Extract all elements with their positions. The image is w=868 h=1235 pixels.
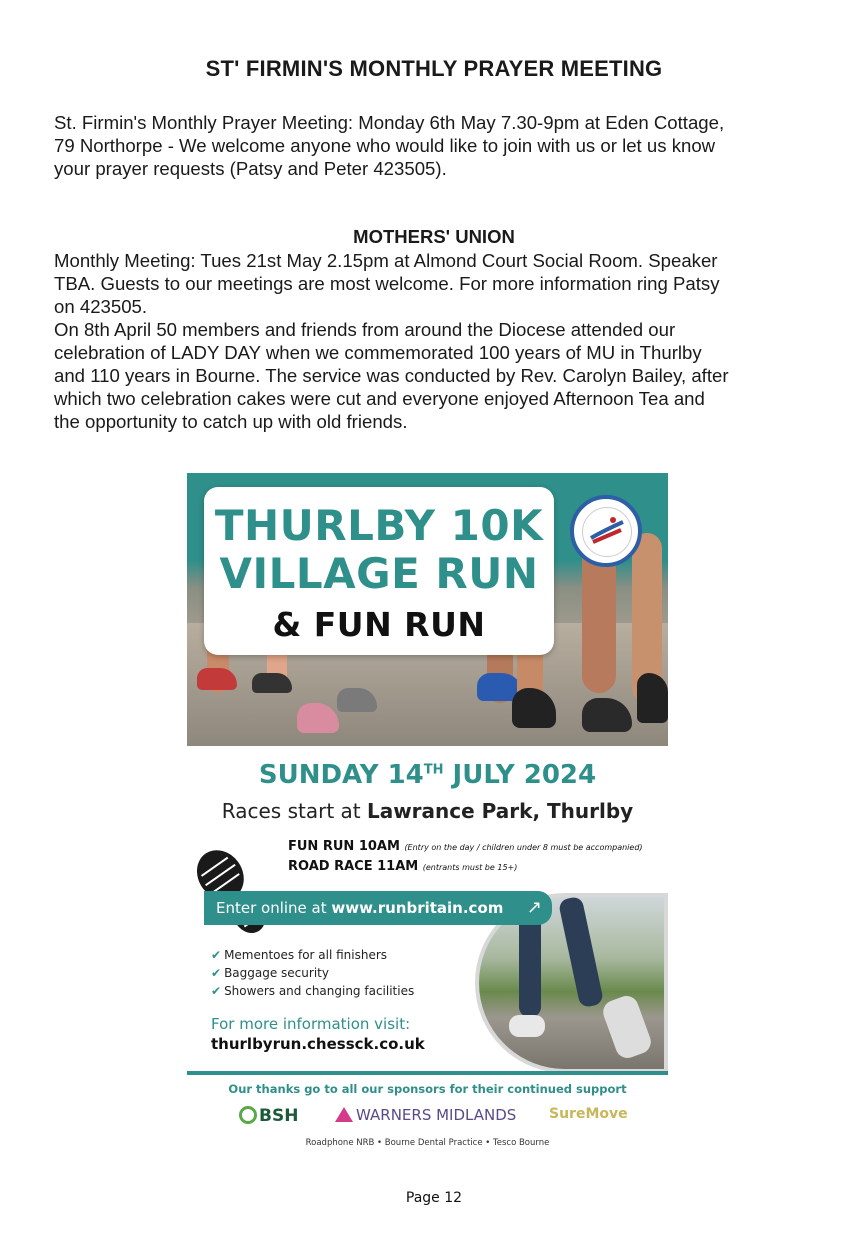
event-date-suffix: TH bbox=[423, 762, 444, 778]
runbritain-licence-badge bbox=[570, 495, 642, 567]
mu-line: On 8th April 50 members and friends from around the Diocese attended our bbox=[54, 319, 676, 340]
prayer-line: your prayer requests (Patsy and Peter 423505). bbox=[54, 158, 447, 179]
mu-line: on 423505. bbox=[54, 296, 148, 317]
bsh-leaf-icon bbox=[239, 1106, 257, 1124]
checkmark-icon: ✔ bbox=[211, 948, 222, 962]
arrow-icon: ↗ bbox=[526, 897, 542, 918]
sponsors-thanks: Our thanks go to all our sponsors for their continued support bbox=[228, 1082, 627, 1096]
feature-item: ✔ Baggage security bbox=[211, 966, 329, 980]
event-date bbox=[187, 760, 668, 790]
runner-logo-icon bbox=[582, 507, 632, 557]
fun-run-label: FUN RUN 10AM bbox=[288, 839, 400, 854]
checkmark-icon: ✔ bbox=[211, 984, 222, 998]
event-title-line3: & FUN RUN bbox=[272, 605, 486, 644]
mu-line: the opportunity to catch up with old friends. bbox=[54, 411, 408, 432]
warners-mark-icon bbox=[335, 1107, 353, 1122]
runners-hero-image bbox=[187, 473, 668, 746]
venue-name: Lawrance Park, Thurlby bbox=[366, 799, 634, 823]
mu-line: Monthly Meeting: Tues 21st May 2.15pm at Almond Court Social Room. Speaker bbox=[54, 250, 718, 271]
more-info-label: For more information visit: bbox=[211, 1015, 411, 1033]
enter-prefix: Enter online at bbox=[216, 899, 332, 917]
more-info-url[interactable]: thurlbyrun.chessck.co.uk bbox=[211, 1035, 425, 1053]
prayer-line: St. Firmin's Monthly Prayer Meeting: Monday 6th May 7.30-9pm at Eden Cottage, bbox=[54, 112, 725, 133]
village-run-poster bbox=[187, 473, 668, 1163]
page-number: Page 12 bbox=[405, 1190, 463, 1206]
venue-prefix: Races start at bbox=[221, 799, 367, 823]
checkmark-icon: ✔ bbox=[211, 966, 222, 980]
road-race-label: ROAD RACE 11AM bbox=[288, 859, 419, 874]
enter-url: www.runbritain.com bbox=[331, 899, 504, 917]
other-sponsors: Roadphone NRB • Bourne Dental Practice • Tesco Bourne bbox=[305, 1138, 550, 1148]
road-race-time bbox=[288, 859, 517, 874]
prayer-line: 79 Northorpe - We welcome anyone who would like to join with us or let us know bbox=[54, 135, 716, 156]
fun-run-note: (Entry on the day / children under 8 must be accompanied) bbox=[404, 843, 643, 852]
feature-item: ✔ Showers and changing facilities bbox=[211, 984, 415, 998]
event-date-rest: JULY 2024 bbox=[443, 760, 597, 790]
road-race-note: (entrants must be 15+) bbox=[422, 863, 518, 872]
venue-line bbox=[187, 799, 668, 823]
mu-line: TBA. Guests to our meetings are most welcome. For more information ring Patsy bbox=[54, 273, 720, 294]
enter-online-link[interactable] bbox=[204, 891, 552, 925]
prayer-meeting-heading: ST' FIRMIN'S MONTHLY PRAYER MEETING bbox=[205, 56, 663, 81]
event-date-day: SUNDAY 14 bbox=[258, 760, 424, 790]
sponsor-warners-logo: WARNERS MIDLANDS bbox=[335, 1106, 516, 1124]
mu-line: and 110 years in Bourne. The service was conducted by Rev. Carolyn Bailey, after bbox=[54, 365, 729, 386]
event-title-line1: THURLBY 10K bbox=[214, 501, 544, 550]
mothers-union-heading: MOTHERS' UNION bbox=[353, 226, 515, 247]
prayer-meeting-text bbox=[54, 111, 824, 180]
mu-line: celebration of LADY DAY when we commemorated 100 years of MU in Thurlby bbox=[54, 342, 702, 363]
sponsor-bsh-logo: BSH bbox=[239, 1106, 298, 1126]
feature-item: ✔ Mementoes for all finishers bbox=[211, 948, 388, 962]
mu-line: which two celebration cakes were cut and everyone enjoyed Afternoon Tea and bbox=[54, 388, 705, 409]
mothers-union-text bbox=[54, 249, 824, 433]
event-title-card bbox=[204, 487, 554, 655]
divider bbox=[187, 1071, 668, 1075]
sponsor-suremove-logo: SureMove bbox=[549, 1106, 628, 1122]
fun-run-time bbox=[288, 839, 643, 854]
event-title-line2: VILLAGE RUN bbox=[219, 549, 539, 598]
